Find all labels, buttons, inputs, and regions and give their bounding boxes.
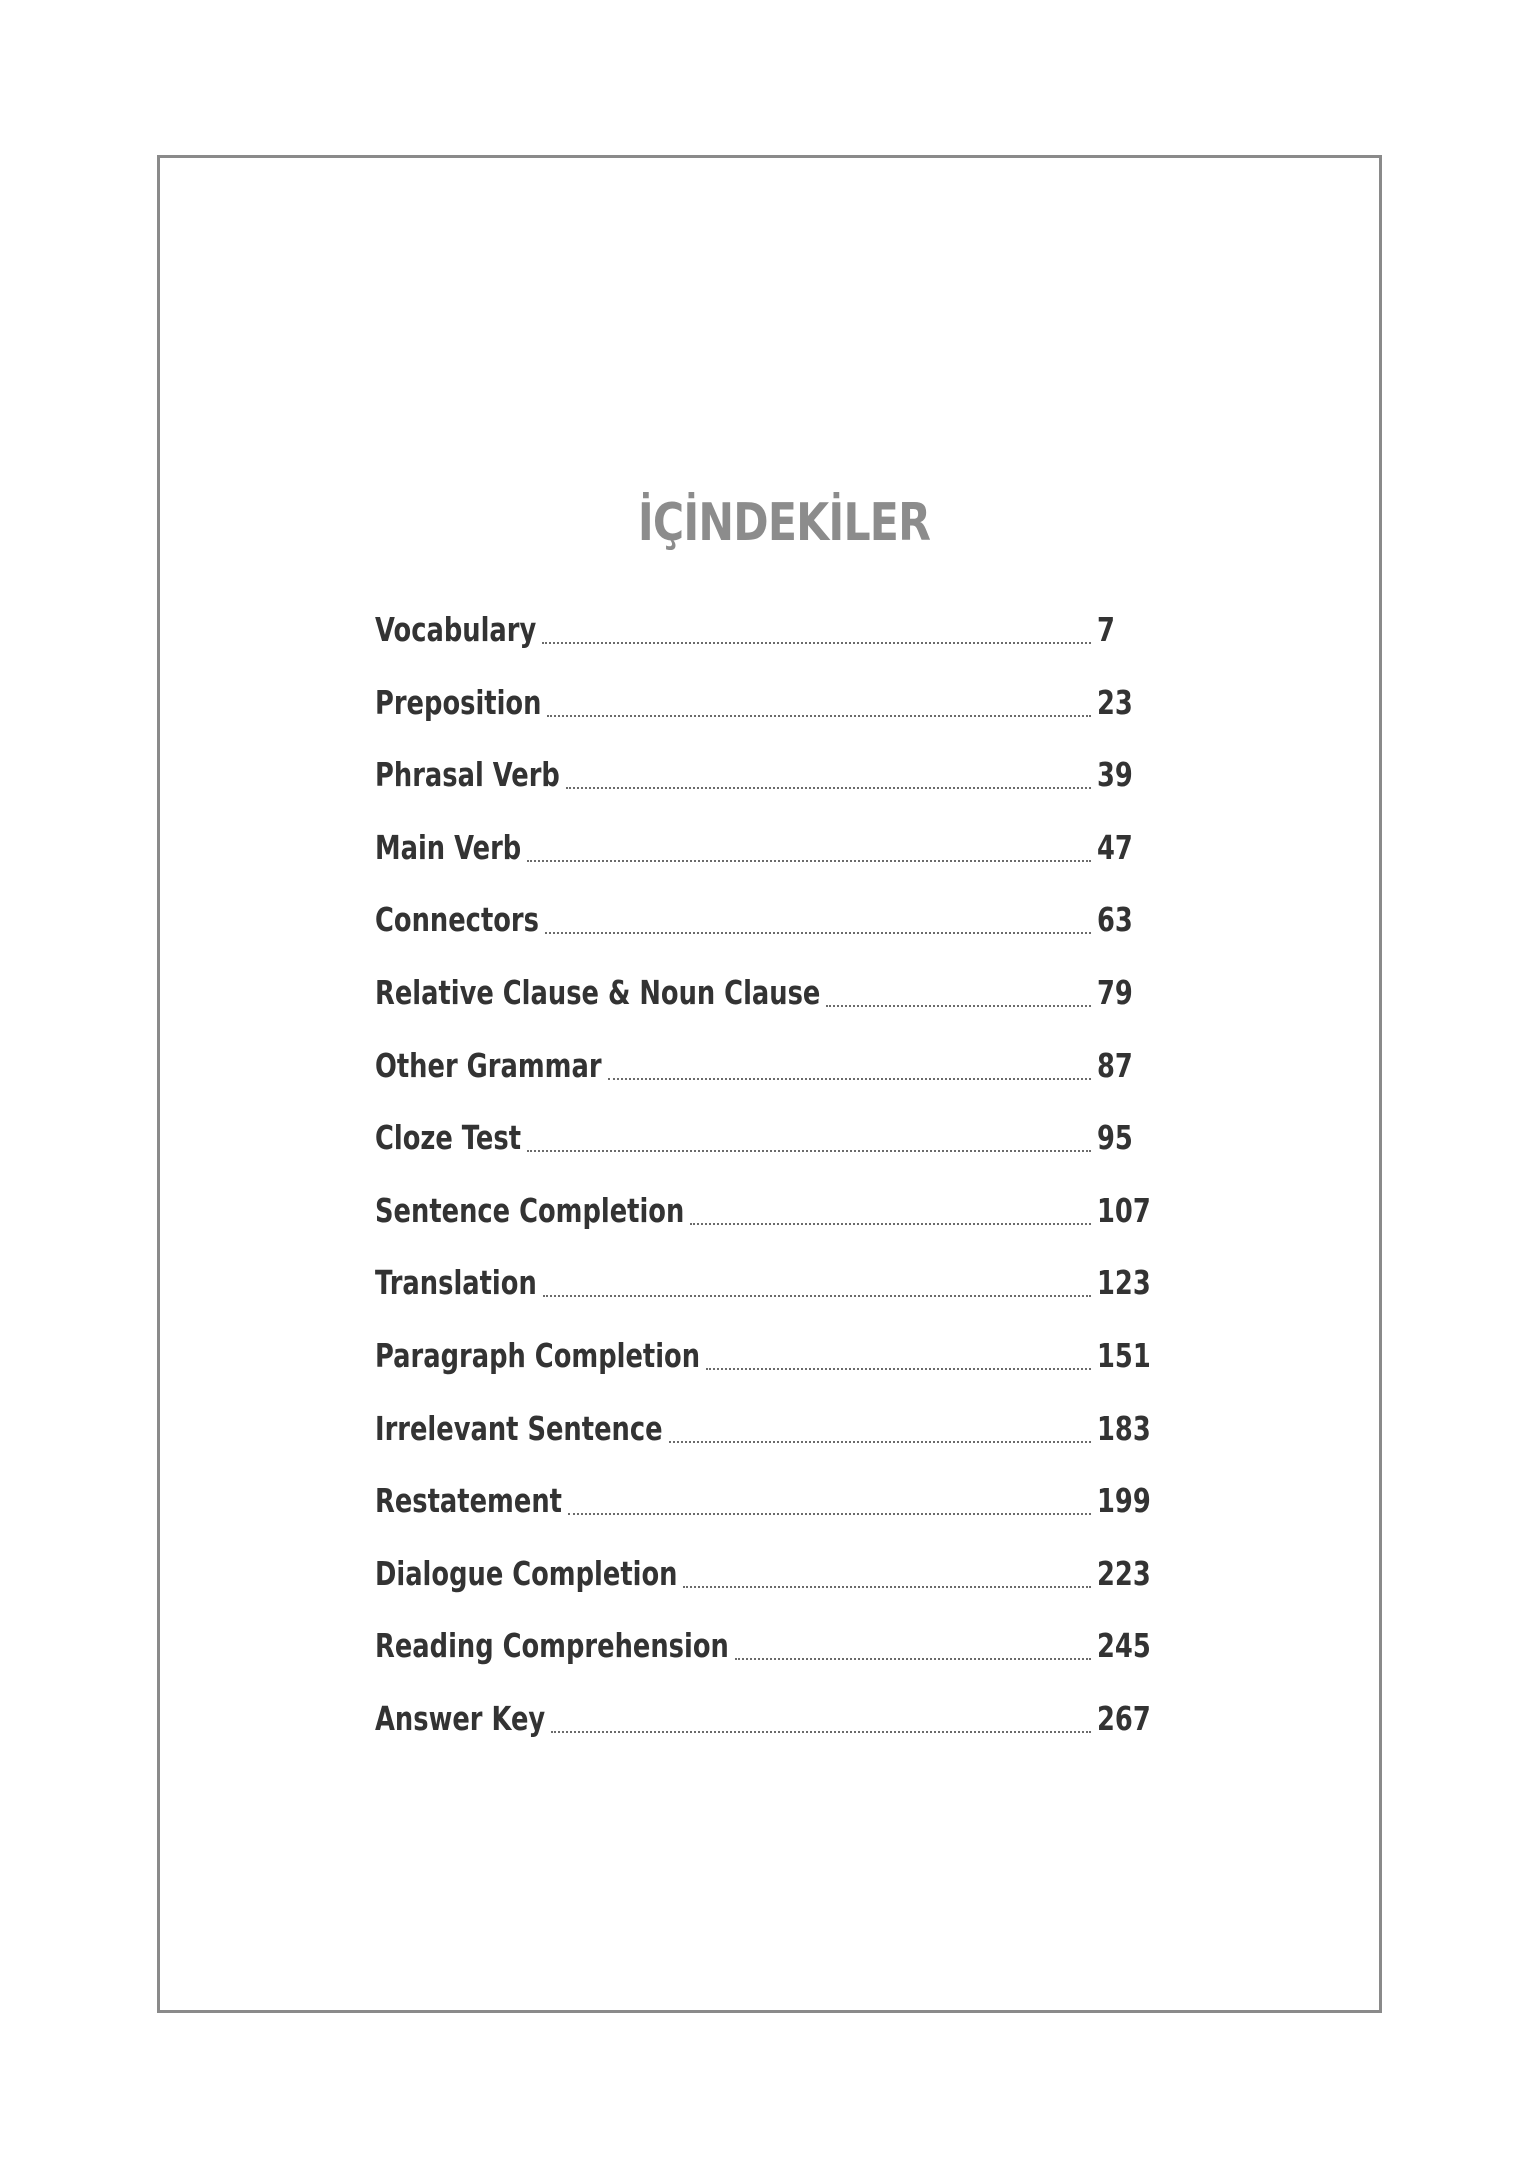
toc-entry-dialogue-completion[interactable]: [375, 1544, 1155, 1617]
toc-leader-dots: [568, 1513, 1091, 1515]
toc-entry-label: Paragraph Completion: [375, 1335, 701, 1375]
toc-entry-other-grammar[interactable]: [375, 1036, 1155, 1109]
toc-entry-page: 23: [1097, 682, 1133, 722]
toc-leader-dots: [543, 1295, 1091, 1297]
toc-entry-vocabulary[interactable]: [375, 600, 1155, 673]
toc-entry-page: 267: [1097, 1698, 1151, 1738]
toc-leader-dots: [826, 1005, 1091, 1007]
toc-entry-page: 87: [1097, 1045, 1133, 1085]
toc-entry-page: 79: [1097, 972, 1133, 1012]
toc-entry-label: Connectors: [375, 900, 539, 940]
toc-entry-label: Dialogue Completion: [375, 1553, 678, 1593]
toc-leader-dots: [542, 642, 1091, 644]
toc-entry-label: Restatement: [375, 1481, 562, 1521]
toc-entry-page: 47: [1097, 827, 1133, 867]
toc-entry-page: 123: [1097, 1263, 1151, 1303]
toc-entry-preposition[interactable]: [375, 673, 1155, 746]
toc-entry-label: Phrasal Verb: [375, 755, 560, 795]
toc-entry-page: 7: [1097, 610, 1115, 649]
toc-leader-dots: [706, 1368, 1091, 1370]
toc-entry-connectors[interactable]: [375, 890, 1155, 963]
toc-entry-sentence-completion[interactable]: [375, 1181, 1155, 1254]
toc-leader-dots: [527, 1150, 1091, 1152]
toc-leader-dots: [690, 1223, 1091, 1225]
toc-entry-label: Translation: [375, 1263, 537, 1303]
toc-entry-label: Vocabulary: [375, 610, 537, 649]
toc-entry-label: Preposition: [375, 682, 542, 722]
toc-leader-dots: [669, 1441, 1091, 1443]
toc-entry-page: 107: [1097, 1190, 1151, 1230]
toc-entry-label: Main Verb: [375, 827, 522, 867]
toc-entry-reading-comprehension[interactable]: [375, 1616, 1155, 1689]
toc-entry-phrasal-verb[interactable]: [375, 745, 1155, 818]
toc-entry-irrelevant-sentence[interactable]: [375, 1399, 1155, 1472]
toc-entry-answer-key[interactable]: [375, 1689, 1155, 1762]
toc-leader-dots: [683, 1586, 1091, 1588]
toc-entry-label: Cloze Test: [375, 1118, 522, 1158]
toc-entry-page: 151: [1097, 1335, 1151, 1375]
toc-entry-relative-clause[interactable]: [375, 963, 1155, 1036]
toc-entry-page: 63: [1097, 900, 1133, 940]
toc-entry-label: Sentence Completion: [375, 1190, 685, 1230]
toc-leader-dots: [608, 1078, 1091, 1080]
toc-entry-label: Other Grammar: [375, 1045, 602, 1085]
toc-entry-page: 199: [1097, 1481, 1151, 1521]
toc-entry-label: Reading Comprehension: [375, 1626, 729, 1666]
toc-entry-restatement[interactable]: [375, 1471, 1155, 1544]
toc-entry-page: 223: [1097, 1553, 1151, 1593]
toc-entry-cloze-test[interactable]: [375, 1108, 1155, 1181]
table-of-contents: [375, 600, 1155, 1762]
toc-entry-page: 95: [1097, 1118, 1133, 1158]
toc-entry-translation[interactable]: [375, 1253, 1155, 1326]
toc-entry-paragraph-completion[interactable]: [375, 1326, 1155, 1399]
toc-leader-dots: [547, 715, 1091, 717]
toc-entry-page: 245: [1097, 1626, 1151, 1666]
page-title: İÇİNDEKİLER: [637, 492, 931, 553]
toc-entry-page: 39: [1097, 755, 1133, 795]
toc-entry-main-verb[interactable]: [375, 818, 1155, 891]
toc-entry-label: Irrelevant Sentence: [375, 1408, 663, 1448]
toc-leader-dots: [735, 1658, 1091, 1660]
toc-leader-dots: [545, 932, 1091, 934]
toc-leader-dots: [527, 860, 1091, 862]
toc-entry-label: Answer Key: [375, 1698, 546, 1738]
toc-leader-dots: [566, 787, 1091, 789]
toc-leader-dots: [551, 1731, 1091, 1733]
toc-entry-label: Relative Clause & Noun Clause: [375, 972, 821, 1012]
toc-entry-page: 183: [1097, 1408, 1151, 1448]
